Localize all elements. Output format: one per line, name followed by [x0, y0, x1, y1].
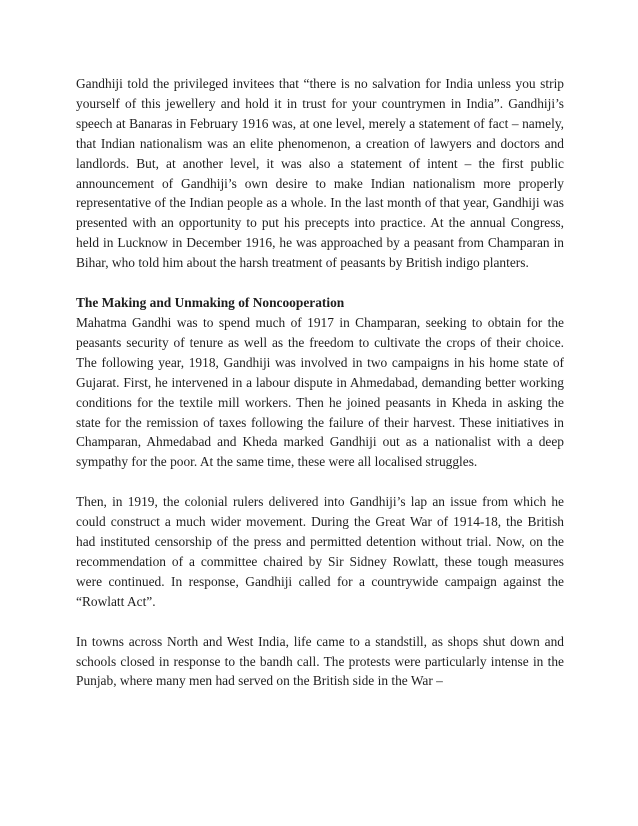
document-page: [76, 74, 564, 711]
paragraph-banaras-speech: Gandhiji told the privileged invitees that “there is no salvation for India unless you strip yourself of this jewellery and hold it in trust for your countrymen in India”. Gandhiji’s speech at Banaras in February 1916 was, at one level, merely a statement of fact – namely, that Indian nationalism was an elite phenomenon, a creation of lawyers and doctors and landlords. But, at another level, it was also a statement of intent – the first public announcement of Gandhiji’s own desire to make Indian nationalism more properly representative of the Indian people as a whole. In the last month of that year, Gandhiji was presented with an opportunity to put his precepts into practice. At the annual Congress, held in Lucknow in December 1916, he was approached by a peasant from Champaran in Bihar, who told him about the harsh treatment of peasants by British indigo planters.: [76, 76, 564, 271]
paragraph-rowlatt-act: Then, in 1919, the colonial rulers delivered into Gandhiji’s lap an issue from which he could construct a much wider movement. During the Great War of 1914-18, the British had instituted censorship of the press and permitted detention without trial. Now, on the recommendation of a committee chaired by Sir Sidney Rowlatt, these tough measures were continued. In response, Gandhiji called for a countrywide campaign against the “Rowlatt Act”.: [76, 494, 564, 609]
paragraph-protests: In towns across North and West India, life came to a standstill, as shops shut down and schools closed in response to the bandh call. The protests were particularly intense in the Punjab, where many men had served on the British side in the War –: [76, 633, 564, 689]
paragraph-champaran: Mahatma Gandhi was to spend much of 1917 in Champaran, seeking to obtain for the peasants security of tenure as well as the freedom to cultivate the crops of their choice. The following year, 1918, Gandhiji was involved in two campaigns in his home state of Gujarat. First, he intervened in a labour dispute in Ahmedabad, demanding better working conditions for the textile mill workers. Then he joined peasants in Kheda in asking the state for the remission of taxes following the failure of their harvest. These initiatives in Champaran, Ahmedabad and Kheda marked Gandhiji out as a nationalist with a deep sympathy for the poor. At the same time, these were all localised struggles.: [76, 314, 564, 470]
section-heading: The Making and Unmaking of Noncooperation: [76, 295, 345, 311]
